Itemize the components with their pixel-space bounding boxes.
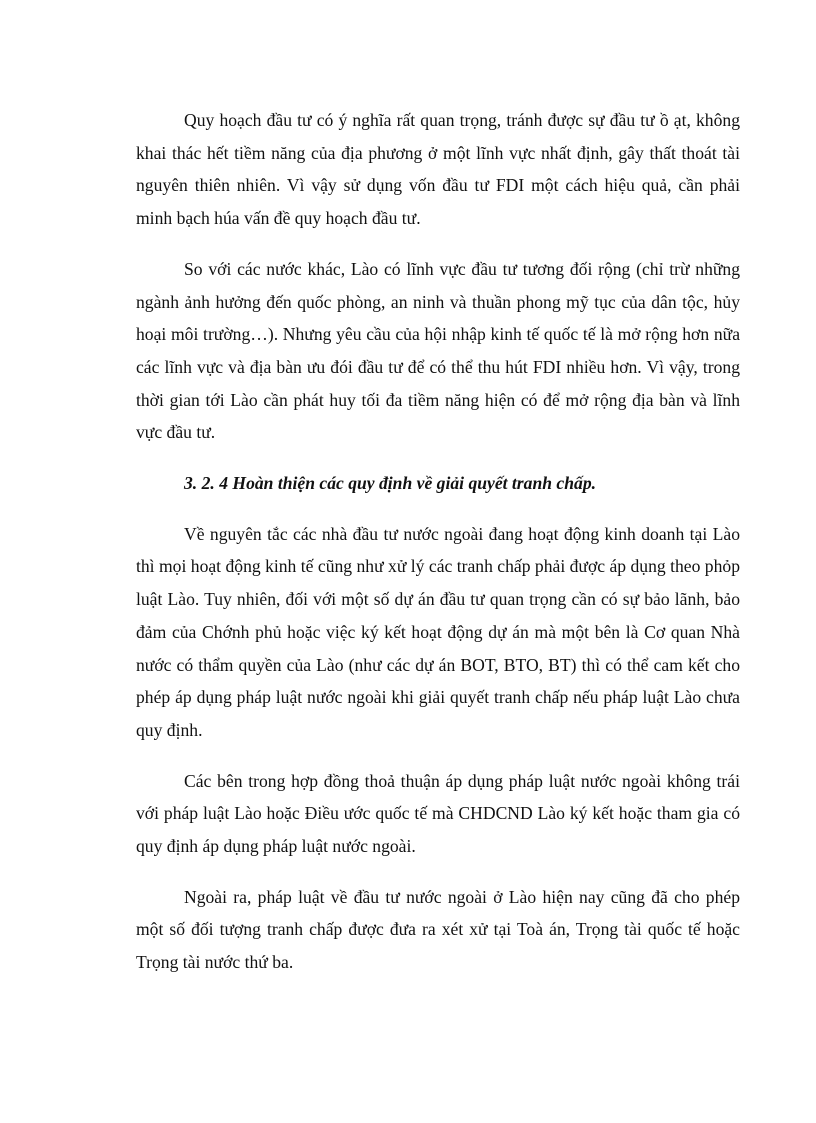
paragraph-investment-fields: So với các nước khác, Lào có lĩnh vực đầu tư tương đối rộng (chỉ trừ những ngành ảnh hưởng đến quốc phòng, an ninh và thuần phong mỹ tục của dân tộc, hủy hoại môi trường…). Nhưng yêu cầu của hội nhập kinh tế quốc tế là mở rộng hơn nữa các lĩnh vực và địa bàn ưu đói đầu tư để có thể thu hút FDI nhiều hơn. Vì vậy, trong thời gian tới Lào cần phát huy tối đa tiềm năng hiện có để mở rộng địa bàn và lĩnh vực đầu tư. [136, 258, 740, 443]
paragraph-dispute-principles: Về nguyên tắc các nhà đầu tư nước ngoài đang hoạt động kinh doanh tại Lào thì mọi hoạt động kinh tế cũng như xử lý các tranh chấp phải được áp dụng theo phỏp luật Lào. Tuy nhiên, đối với một số dự án đầu tư quan trọng cần có sự bảo lãnh, bảo đảm của Chớnh phủ hoặc việc ký kết hoạt động dự án mà một bên là Cơ quan Nhà nước có thẩm quyền của Lào (như các dự án BOT, BTO, BT) thì có thể cam kết cho phép áp dụng pháp luật nước ngoài khi giải quyết tranh chấp nếu pháp luật Lào chưa quy định. [136, 523, 740, 740]
paragraph-foreign-arbitration: Ngoài ra, pháp luật về đầu tư nước ngoài ở Lào hiện nay cũng đã cho phép một số đối tượng tranh chấp được đưa ra xét xử tại Toà án, Trọng tài quốc tế hoặc Trọng tài nước thứ ba. [136, 886, 740, 973]
paragraph-contract-parties: Các bên trong hợp đồng thoả thuận áp dụng pháp luật nước ngoài không trái với pháp luật Lào hoặc Điều ước quốc tế mà CHDCND Lào ký kết hoặc tham gia có quy định áp dụng pháp luật nước ngoài. [136, 770, 740, 857]
paragraph-investment-planning: Quy hoạch đầu tư có ý nghĩa rất quan trọng, tránh được sự đầu tư ồ ạt, không khai thác hết tiềm năng của địa phương ở một lĩnh vực nhất định, gây thất thoát tài nguyên thiên nhiên. Vì vậy sử dụng vốn đầu tư FDI một cách hiệu quả, cần phải minh bạch húa vấn đề quy hoạch đầu tư. [136, 110, 740, 229]
document-page [136, 104, 740, 997]
section-heading: 3. 2. 4 Hoàn thiện các quy định về giải quyết tranh chấp. [184, 473, 597, 494]
